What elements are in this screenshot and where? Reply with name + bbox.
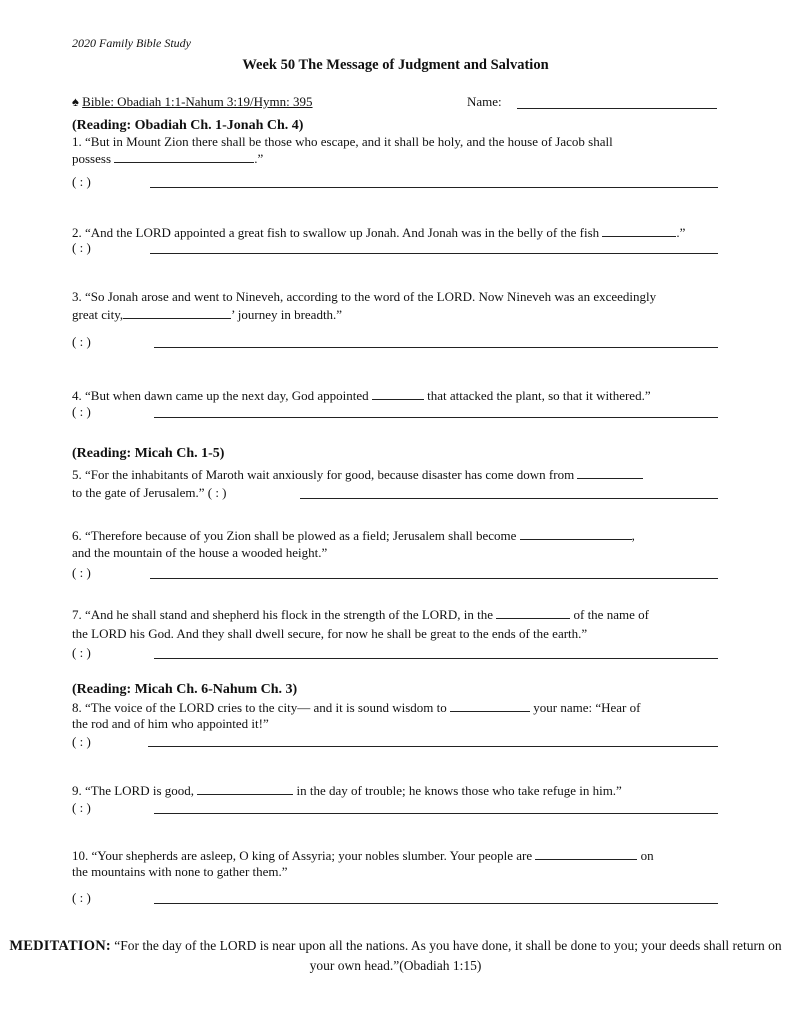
question-2-reference: ( : ) xyxy=(72,240,91,255)
reading-info xyxy=(72,94,313,110)
question-6-comma: , xyxy=(631,528,635,543)
question-5-line-2 xyxy=(72,485,227,501)
question-9-reference: ( : ) xyxy=(72,800,91,815)
question-7-mid: of the name of xyxy=(573,607,649,622)
question-3-answer-line[interactable] xyxy=(154,347,718,348)
question-4-line-1 xyxy=(72,387,651,404)
question-2-blank[interactable] xyxy=(602,224,676,237)
meditation xyxy=(0,936,791,976)
question-9-line-1 xyxy=(72,782,622,799)
question-10-text: 10. “Your shepherds are asleep, O king of Assyria; your nobles slumber. Your people are xyxy=(72,848,533,863)
question-8-blank[interactable] xyxy=(450,699,530,712)
question-10-answer-line[interactable] xyxy=(154,903,718,904)
meditation-text: “For the day of the LORD is near upon all the nations. As you have done, it shall be done to you; your deeds shall return on your own head.”(Obadiah 1:15) xyxy=(114,938,782,973)
question-2-answer-line[interactable] xyxy=(150,253,718,254)
question-3-reference: ( : ) xyxy=(72,334,91,349)
question-1-end: .” xyxy=(254,151,264,166)
question-8-line-2: the rod and of him who appointed it!” xyxy=(72,716,269,731)
spade-icon: ♠ xyxy=(72,94,79,109)
section-heading-3: (Reading: Micah Ch. 6-Nahum Ch. 3) xyxy=(72,682,298,697)
name-label: Name: xyxy=(467,94,502,109)
question-2-line-1 xyxy=(72,224,685,241)
question-1-line-1: 1. “But in Mount Zion there shall be those who escape, and it shall be holy, and the house of Jacob shall xyxy=(72,134,613,149)
doc-label: 2020 Family Bible Study xyxy=(72,36,191,50)
question-3-text: great city, xyxy=(72,307,124,322)
question-8-reference: ( : ) xyxy=(72,734,91,749)
question-9-blank[interactable] xyxy=(197,782,293,795)
question-7-line-2: the LORD his God. And they shall dwell secure, for now he shall be great to the ends of the earth.” xyxy=(72,626,588,641)
page-title: Week 50 The Message of Judgment and Salvation xyxy=(242,57,549,73)
question-7-answer-line[interactable] xyxy=(154,658,718,659)
name-field[interactable] xyxy=(517,108,717,109)
question-4-text: 4. “But when dawn came up the next day, God appointed xyxy=(72,388,369,403)
question-1-blank[interactable] xyxy=(114,150,254,163)
question-1-text: possess xyxy=(72,151,112,166)
question-6-line-1 xyxy=(72,527,635,544)
question-9-answer-line[interactable] xyxy=(154,813,718,814)
question-8-mid: your name: “Hear of xyxy=(533,700,641,715)
question-1-line-2 xyxy=(72,150,263,167)
question-6-reference: ( : ) xyxy=(72,565,91,580)
meditation-label: MEDITATION: xyxy=(9,938,111,954)
question-3-line-1: 3. “So Jonah arose and went to Nineveh, according to the word of the LORD. Now Nineveh was an exceedingly xyxy=(72,289,657,304)
question-4-answer-line[interactable] xyxy=(154,417,718,418)
question-5-reference: ( : ) xyxy=(207,485,227,500)
section-heading-1: (Reading: Obadiah Ch. 1-Jonah Ch. 4) xyxy=(72,118,304,133)
question-7-line-1 xyxy=(72,606,649,623)
question-3-end: ’ journey in breadth.” xyxy=(231,307,343,322)
question-4-reference: ( : ) xyxy=(72,404,91,419)
question-9-end: in the day of trouble; he knows those who take refuge in him.” xyxy=(296,783,622,798)
question-8-text: 8. “The voice of the LORD cries to the city— and it is sound wisdom to xyxy=(72,700,447,715)
question-2-end: .” xyxy=(676,225,686,240)
question-5-text: 5. “For the inhabitants of Maroth wait anxiously for good, because disaster has come down from xyxy=(72,467,575,482)
question-5-end: to the gate of Jerusalem.” xyxy=(72,485,205,500)
question-7-blank[interactable] xyxy=(496,606,570,619)
reading-info-text: Bible: Obadiah 1:1-Nahum 3:19/Hymn: 395 xyxy=(82,94,313,109)
question-4-blank[interactable] xyxy=(372,387,424,400)
question-6-answer-line[interactable] xyxy=(150,578,718,579)
question-7-reference: ( : ) xyxy=(72,645,91,660)
question-8-line-1 xyxy=(72,699,640,716)
question-1-reference: ( : ) xyxy=(72,174,91,189)
question-3-blank[interactable] xyxy=(123,306,231,319)
question-10-mid: on xyxy=(640,848,654,863)
question-5-line-1 xyxy=(72,466,643,483)
question-10-line-1 xyxy=(72,847,654,864)
section-heading-2: (Reading: Micah Ch. 1-5) xyxy=(72,446,225,461)
question-2-text: 2. “And the LORD appointed a great fish to swallow up Jonah. And Jonah was in the belly of the fish xyxy=(72,225,600,240)
question-8-answer-line[interactable] xyxy=(148,746,718,747)
question-5-blank[interactable] xyxy=(577,466,643,479)
question-7-text: 7. “And he shall stand and shepherd his flock in the strength of the LORD, in the xyxy=(72,607,493,622)
question-6-text: 6. “Therefore because of you Zion shall be plowed as a field; Jerusalem shall become xyxy=(72,528,517,543)
question-4-end: that attacked the plant, so that it withered.” xyxy=(427,388,651,403)
question-3-line-2 xyxy=(72,306,342,323)
question-9-text: 9. “The LORD is good, xyxy=(72,783,195,798)
question-10-reference: ( : ) xyxy=(72,890,91,905)
question-6-blank[interactable] xyxy=(520,527,632,540)
question-10-line-2: the mountains with none to gather them.” xyxy=(72,864,288,879)
question-6-line-2: and the mountain of the house a wooded height.” xyxy=(72,545,328,560)
question-1-answer-line[interactable] xyxy=(150,187,718,188)
question-10-blank[interactable] xyxy=(535,847,637,860)
question-5-answer-line[interactable] xyxy=(300,498,718,499)
